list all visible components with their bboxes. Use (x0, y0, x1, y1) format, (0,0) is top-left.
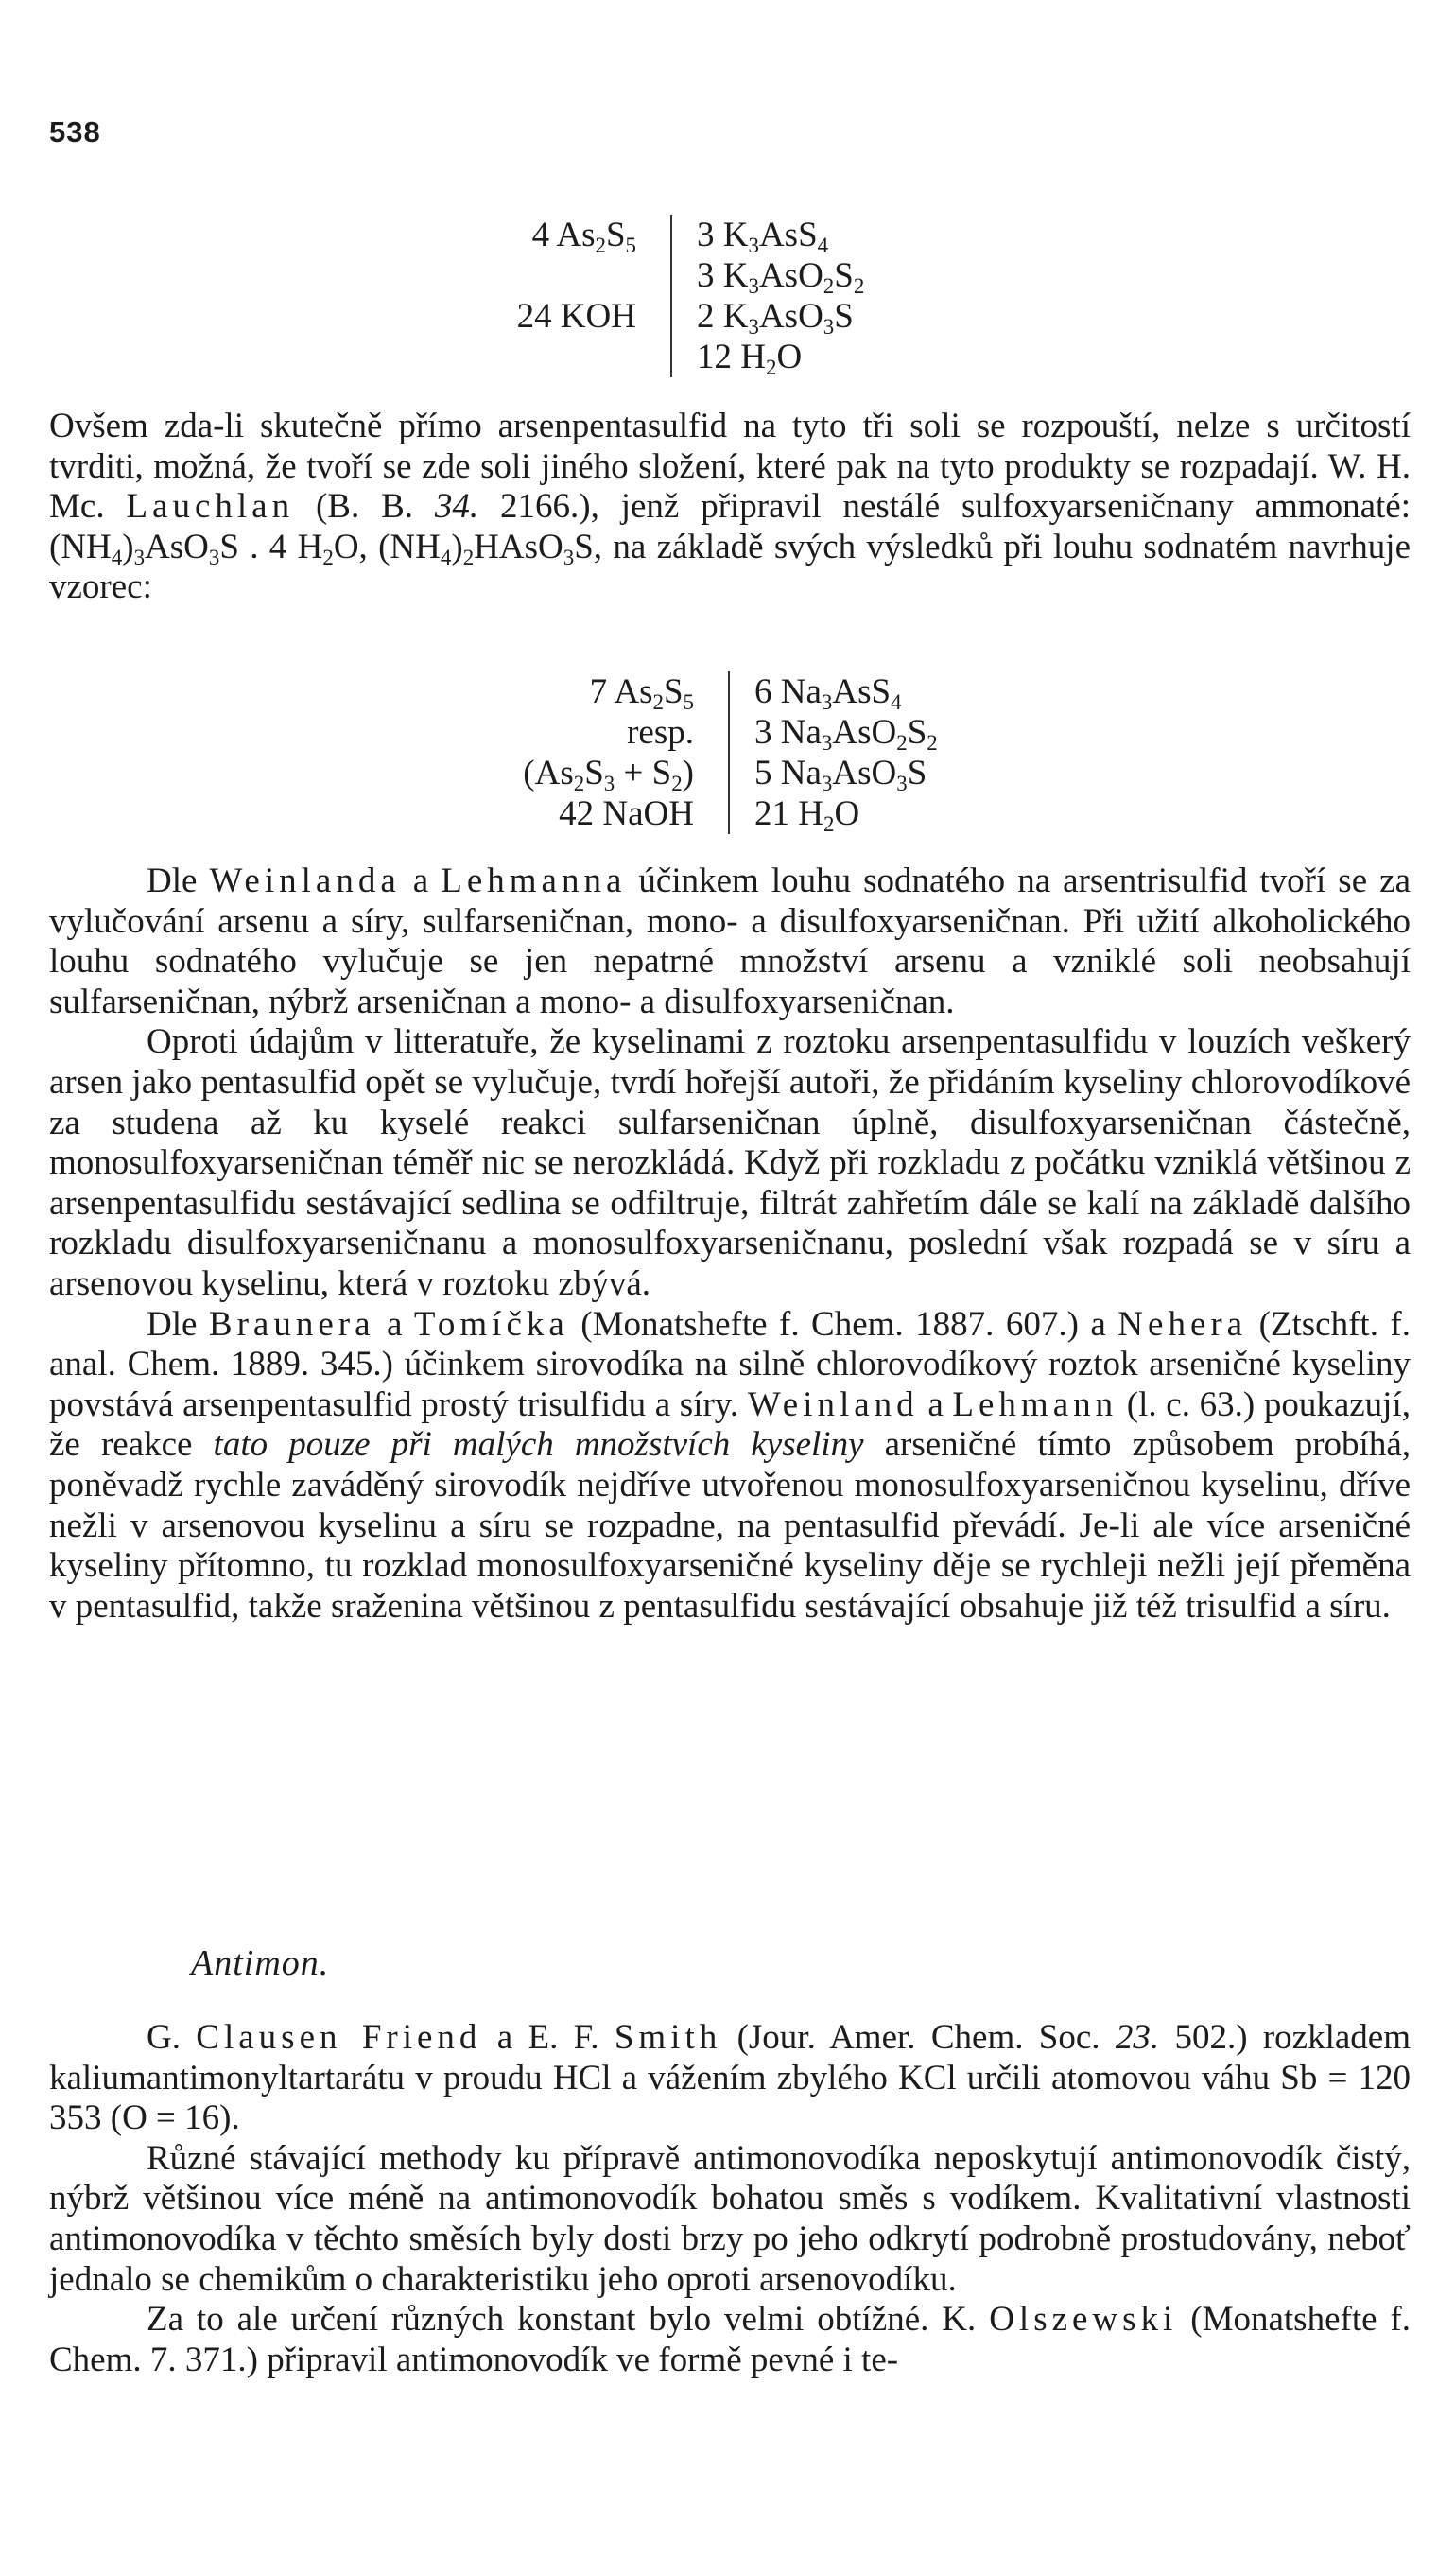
spaced-name: Lehmann (952, 1384, 1118, 1424)
subscript: 2 (595, 233, 606, 257)
paragraph-1 (49, 407, 1411, 608)
text-run: ) (122, 527, 134, 566)
text-run: Ovšem zda-li skutečně přímo arsenpentasulfid na tyto tři soli se rozpouští, nelze s určitostí tvrditi, možná, že tvoří se zde soli jiného složení, které pak na tyto produkty se rozpadají. W. H. Mc. (49, 407, 1411, 527)
text-run: AsS (832, 672, 892, 711)
spaced-name: Weinlanda (209, 862, 401, 900)
subscript: 4 (111, 545, 123, 569)
reactant-cell (0, 296, 670, 337)
subscript: 3 (208, 545, 220, 569)
text-run: S (605, 216, 626, 254)
text-run: AsO (758, 256, 823, 295)
text-run: (As (523, 754, 574, 792)
text-run: 2 K (697, 297, 749, 336)
text-run: a E. F. (481, 2018, 615, 2057)
subscript: 3 (821, 730, 833, 755)
subscript: 5 (625, 233, 636, 257)
text-run: O, (NH (333, 527, 441, 566)
text-run: Dle (147, 862, 210, 900)
text-run: 3 K (697, 256, 749, 295)
product-cell (728, 793, 1038, 834)
text-run: 2166.), jenž připravil nestálé sulfoxyarseničnany ammonaté: (NH (49, 487, 1411, 566)
subscript: 3 (748, 273, 759, 298)
subscript: 2 (823, 273, 835, 298)
spaced-name: Smith (614, 2018, 722, 2057)
text-run: Různé stávající methody ku přípravě antimonovodíka neposkytují antimonovodík čistý, nýbrž většinou více méně na antimonovodík bohatou směs s vodíkem. Kvalitativní vlastnosti antimonovodíka v těchto směsích byly dosti brzy po jeho odkrytí podrobně prostudovány, neboť jednalo se chemikům o charakteristiku jeho oproti arsenovodíku. (49, 2138, 1411, 2299)
section-heading: Antimon. (191, 1943, 330, 1983)
equation-row (0, 753, 1038, 793)
equation-potassium (0, 215, 999, 377)
text-run: 3 K (697, 216, 749, 254)
paragraph-5 (49, 2018, 1411, 2139)
product-cell (670, 215, 999, 255)
subscript: 3 (896, 771, 908, 795)
equation-row (0, 255, 999, 296)
page-number: 538 (49, 115, 101, 148)
text-run: ) (682, 754, 694, 792)
text-run: O (834, 794, 860, 833)
text-run: O (776, 338, 803, 376)
subscript: 2 (853, 273, 865, 298)
subscript: 3 (823, 314, 835, 339)
text-run: AsO (832, 713, 897, 752)
text-run: (Jour. Amer. Chem. Soc. (721, 2018, 1116, 2057)
product-cell (670, 255, 999, 296)
text-run: 21 H (754, 794, 823, 833)
text-run: AsO (145, 527, 209, 566)
text-run: 34. (434, 487, 479, 527)
product-cell (670, 337, 999, 377)
subscript: 2 (823, 811, 835, 836)
spaced-name: Olszewski (989, 2300, 1178, 2340)
text-run: + S (615, 754, 672, 792)
paragraph-7 (49, 2300, 1411, 2380)
text-run: Oproti údajům v litteratuře, že kyselinami z roztoku arsenpentasulfidu v louzích veškerý arsen jako pentasulfid opět se vylučuje, tvrdí hořejší autoři, že přidáním kyseliny chlorovodíkové za studena až ku kyselé reakci sulfarseničnan úplně, disulfoxyarseničnan částečně, monosulfoxyarseničnan téměř nic se nerozkládá. Když při rozkladu z počátku vzniklá většinou z arsenpentasulfidu sestávající sedlina se odfiltruje, filtrát zahřetím dále se kalí na základě dalšího rozkladu disulfoxyarseničnanu a monosulfoxyarseničnanu, poslední však rozpadá se v síru a arsenovou kyselinu, která v roztoku zbývá. (49, 1022, 1411, 1303)
text-run: S, na základě svých výsledků při louhu sodnatém navrhuje vzorec: (49, 527, 1412, 607)
subscript: 2 (671, 771, 683, 795)
text-run: 23. (1115, 2018, 1160, 2057)
text-run: S (834, 256, 854, 295)
reactant-cell (0, 712, 728, 753)
text-run: S (834, 297, 854, 336)
subscript: 3 (748, 314, 759, 339)
equation-sodium (0, 671, 1038, 834)
spaced-name: Lauchlan (126, 487, 295, 527)
subscript: 3 (133, 545, 146, 569)
text-run: 5 Na (754, 754, 822, 792)
text-run: a (374, 1304, 414, 1344)
subscript: 2 (765, 355, 777, 379)
reactant-cell (0, 215, 670, 255)
text-run: (Monatshefte f. Chem. 7. 371.) připravil antimonovodík ve formě pevné i te- (49, 2300, 1411, 2379)
paragraph-3 (49, 1022, 1411, 1304)
spaced-name: Tomíčka (413, 1304, 569, 1344)
text-run: a (400, 862, 442, 900)
spaced-name: Lehmanna (441, 862, 627, 900)
text-run: S (663, 672, 684, 711)
text-block-main (49, 862, 1411, 1627)
equation-row (0, 793, 1038, 834)
reactant-cell (0, 753, 728, 793)
subscript: 3 (748, 233, 759, 257)
text-run: 502.) rozkladem kaliumantimonyltartarátu v proudu HCl a vážením zbylého KCl určili atomovou váhu Sb = 120 353 (O = 16). (49, 2018, 1411, 2138)
subscript: 4 (817, 233, 829, 257)
product-cell (728, 671, 1038, 712)
text-block-antimon (49, 2018, 1411, 2380)
product-cell (670, 296, 999, 337)
subscript: 4 (440, 545, 452, 569)
text-run: S (584, 754, 604, 792)
text-run: AsO (758, 297, 823, 336)
text-run: 4 As (531, 216, 596, 254)
text-run: a (918, 1384, 953, 1424)
reactant-cell (0, 255, 670, 296)
equation-row (0, 337, 999, 377)
text-run: 12 H (697, 338, 766, 376)
text-run: G. (147, 2018, 197, 2057)
subscript: 3 (821, 689, 833, 714)
equation-row (0, 671, 1038, 712)
paragraph-2 (49, 862, 1411, 1022)
spaced-name: Braunera (208, 1304, 375, 1344)
subscript: 2 (652, 689, 664, 714)
text-run: ) (451, 527, 463, 566)
text-run: AsO (832, 754, 897, 792)
spaced-name: Weinland (747, 1384, 919, 1424)
spaced-name: Nehera (1117, 1304, 1248, 1344)
text-run: AsS (758, 216, 818, 254)
text-run: tato pouze při malých množstvích kyseliny (213, 1425, 864, 1465)
text-run: 42 NaOH (559, 794, 694, 833)
text-run: (B. B. (294, 487, 435, 527)
text-run: Dle (147, 1304, 209, 1344)
subscript: 2 (927, 730, 938, 755)
text-run: (l. c. 63.) poukazují, že reakce (49, 1384, 1411, 1465)
subscript: 5 (683, 689, 694, 714)
subscript: 2 (462, 545, 475, 569)
spaced-name: Clausen Friend (196, 2018, 482, 2057)
subscript: 3 (563, 545, 575, 569)
equation-row (0, 215, 999, 255)
text-run: 24 KOH (516, 297, 636, 336)
text-run: arseničné tímto způsobem probíhá, poněvadž rychle zaváděný sirovodík nejdříve utvořenou monosulfoxyarseničnou kyselinu, dříve nežli v arsenovou kyselinu a síru se rozpadne, na pentasulfid převádí. Je-li ale více arseničné kyseliny přítomno, tu rozklad monosulfoxyarseničné kyseliny děje se rychleji nežli její přeměna v pentasulfid, takže sraženina většinou z pentasulfidu sestávající obsahuje již též trisulfid a síru. (49, 1425, 1411, 1626)
text-run: HAsO (474, 527, 563, 566)
reactant-cell (0, 671, 728, 712)
paragraph-4 (49, 1305, 1411, 1627)
subscript: 2 (896, 730, 908, 755)
product-cell (728, 753, 1038, 793)
text-run: Za to ale určení různých konstant bylo velmi obtížné. K. (147, 2300, 990, 2340)
text-run: 6 Na (754, 672, 822, 711)
subscript: 3 (603, 771, 615, 795)
product-cell (728, 712, 1038, 753)
subscript: 3 (821, 771, 833, 795)
text-run: S (907, 754, 927, 792)
reactant-cell (0, 337, 670, 377)
text-run: 7 As (589, 672, 653, 711)
reactant-cell (0, 793, 728, 834)
paragraph-6 (49, 2139, 1411, 2300)
text-run: S . 4 H (219, 527, 323, 566)
text-run: (Monatshefte f. Chem. 1887. 607.) a (568, 1304, 1118, 1344)
subscript: 4 (891, 689, 902, 714)
text-run: (Ztschft. f. anal. Chem. 1889. 345.) účinkem sirovodíka na silně chlorovodíkový roztok arseničné kyseliny povstává arsenpentasulfid prostý trisulfidu a síry. (49, 1304, 1411, 1424)
text-run: S (907, 713, 927, 752)
text-run: resp. (627, 713, 694, 752)
text-run: účinkem louhu sodnatého na arsentrisulfid tvoří se za vylučování arsenu a síry, sulfarseničnan, mono- a disulfoxyarseničnan. Při užití alkoholického louhu sodnatého vylučuje se jen nepatrné množství arsenu a vzniklé soli neobsahují sulfarseničnan, nýbrž arseničnan a mono- a disulfoxyarseničnan. (49, 862, 1411, 1021)
equation-row (0, 712, 1038, 753)
text-run: 3 Na (754, 713, 822, 752)
subscript: 2 (573, 771, 585, 795)
equation-row (0, 296, 999, 337)
subscript: 2 (322, 545, 334, 569)
